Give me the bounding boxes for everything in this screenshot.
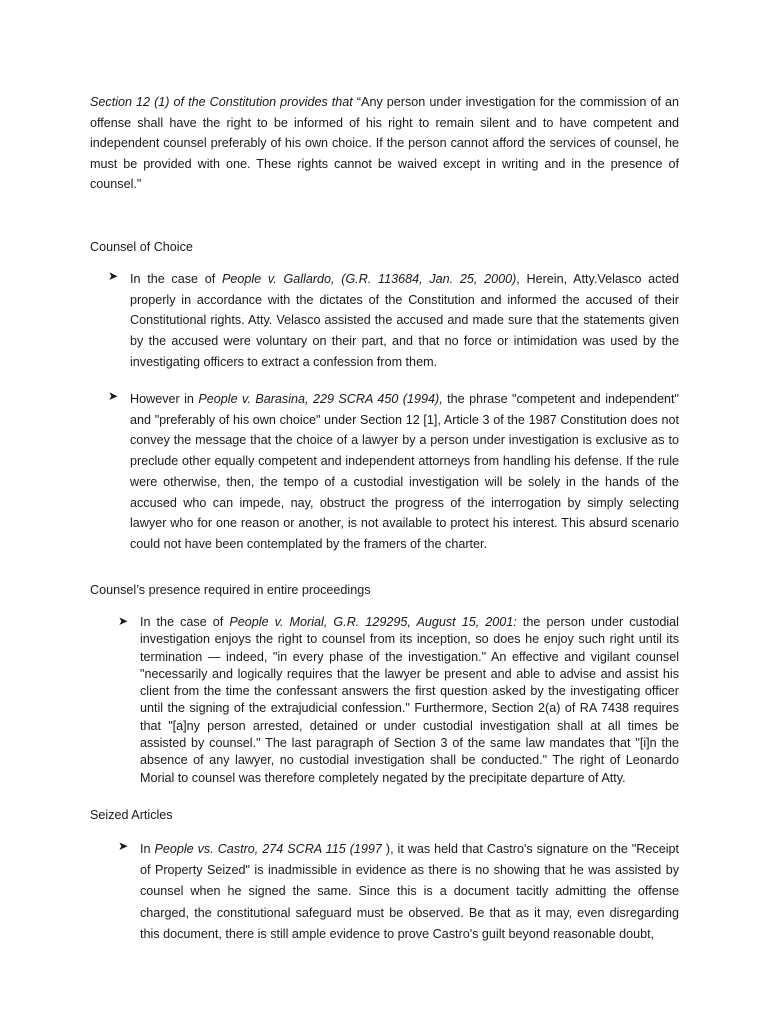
text-span: However in [130, 392, 199, 406]
arrowhead-bullet-icon: ➤ [108, 269, 119, 283]
heading-seized-articles: Seized Articles [90, 808, 173, 822]
list-item [108, 389, 679, 555]
case-citation: People vs. Castro, 274 SCRA 115 (1997 [154, 842, 382, 856]
text-span: In the case of [130, 272, 222, 286]
list-item [118, 839, 679, 945]
list-item [118, 614, 679, 787]
arrowhead-bullet-icon: ➤ [108, 389, 119, 403]
text-span: , Herein, Atty.Velasco acted properly in accordance with the dictates of the Constitution and informed the accused of their Constitutional rights. Atty. Velasco assisted the accused and made sure that the statements given by the accused were voluntary on their part, and that no force or intimidation was used by the investigating officers to extract a confession from them. [130, 272, 679, 369]
arrowhead-bullet-icon: ➤ [118, 839, 129, 853]
list-item [108, 269, 679, 373]
text-span: In [140, 842, 155, 856]
intro-paragraph [90, 92, 679, 195]
case-citation: People v. Morial, G.R. 129295, August 15, 2001: [229, 615, 517, 629]
list-item-text [130, 269, 679, 373]
constitution-reference: Section 12 (1) of the Constitution provides that [90, 95, 357, 109]
text-span: the phrase "competent and independent" and "preferably of his own choice" under Section 12 [1], Article 3 of the 1987 Constitution does not convey the message that the choice of a lawyer by a person under investigation is exclusive as to preclude other equally competent and independent attorneys from handling his defense. If the rule were otherwise, then, the tempo of a custodial investigation will be solely in the hands of the accused who can impede, nay, obstruct the progress of the interrogation by simply selecting lawyer who for one reason or another, is not available to protect his interest. This absurd scenario could not have been contemplated by the framers of the charter. [130, 392, 679, 551]
text-span: In the case of [140, 615, 230, 629]
case-citation: People v. Barasina, 229 SCRA 450 (1994), [198, 392, 443, 406]
list-item-text [140, 614, 679, 787]
heading-counsel-presence: Counsel’s presence required in entire proceedings [90, 583, 371, 597]
heading-counsel-of-choice: Counsel of Choice [90, 240, 193, 254]
list-item-text [140, 839, 679, 945]
constitution-quote: “Any person under investigation for the commission of an offense shall have the right to be informed of his right to remain silent and to have competent and independent counsel preferably of his own choice. If the person cannot afford the services of counsel, he must be provided with one. These rights cannot be waived except in writing and in the presence of counsel." [90, 95, 679, 191]
case-citation: People v. Gallardo, (G.R. 113684, Jan. 25, 2000) [221, 272, 517, 286]
text-span: the person under custodial investigation enjoys the right to counsel from its inception, so does he enjoy such right until its termination — indeed, "in every phase of the investigation." An effective and vigilant counsel "necessarily and logically requires that the lawyer be present and able to advise and assist his client from the time the confessant answers the first question asked by the investigating officer until the signing of the extrajudicial confession." Furthermore, Section 2(a) of RA 7438 requires that "[a]ny person arrested, detained or under custodial investigation shall at all times be assisted by counsel." The last paragraph of Section 3 of the same law mandates that "[i]n the absence of any lawyer, no custodial investigation shall be conducted." The right of Leonardo Morial to counsel was therefore completely negated by the precipitate departure of Atty. [140, 615, 679, 785]
text-span: ), it was held that Castro's signature on the "Receipt of Property Seized" is inadmissible in evidence as there is no showing that he was assisted by counsel when he signed the same. Since this is a document tacitly admitting the offense charged, the constitutional safeguard must be observed. Be that as it may, even disregarding this document, there is still ample evidence to prove Castro's guilt beyond reasonable doubt, [140, 842, 679, 941]
arrowhead-bullet-icon: ➤ [118, 614, 129, 628]
list-item-text [130, 389, 679, 555]
